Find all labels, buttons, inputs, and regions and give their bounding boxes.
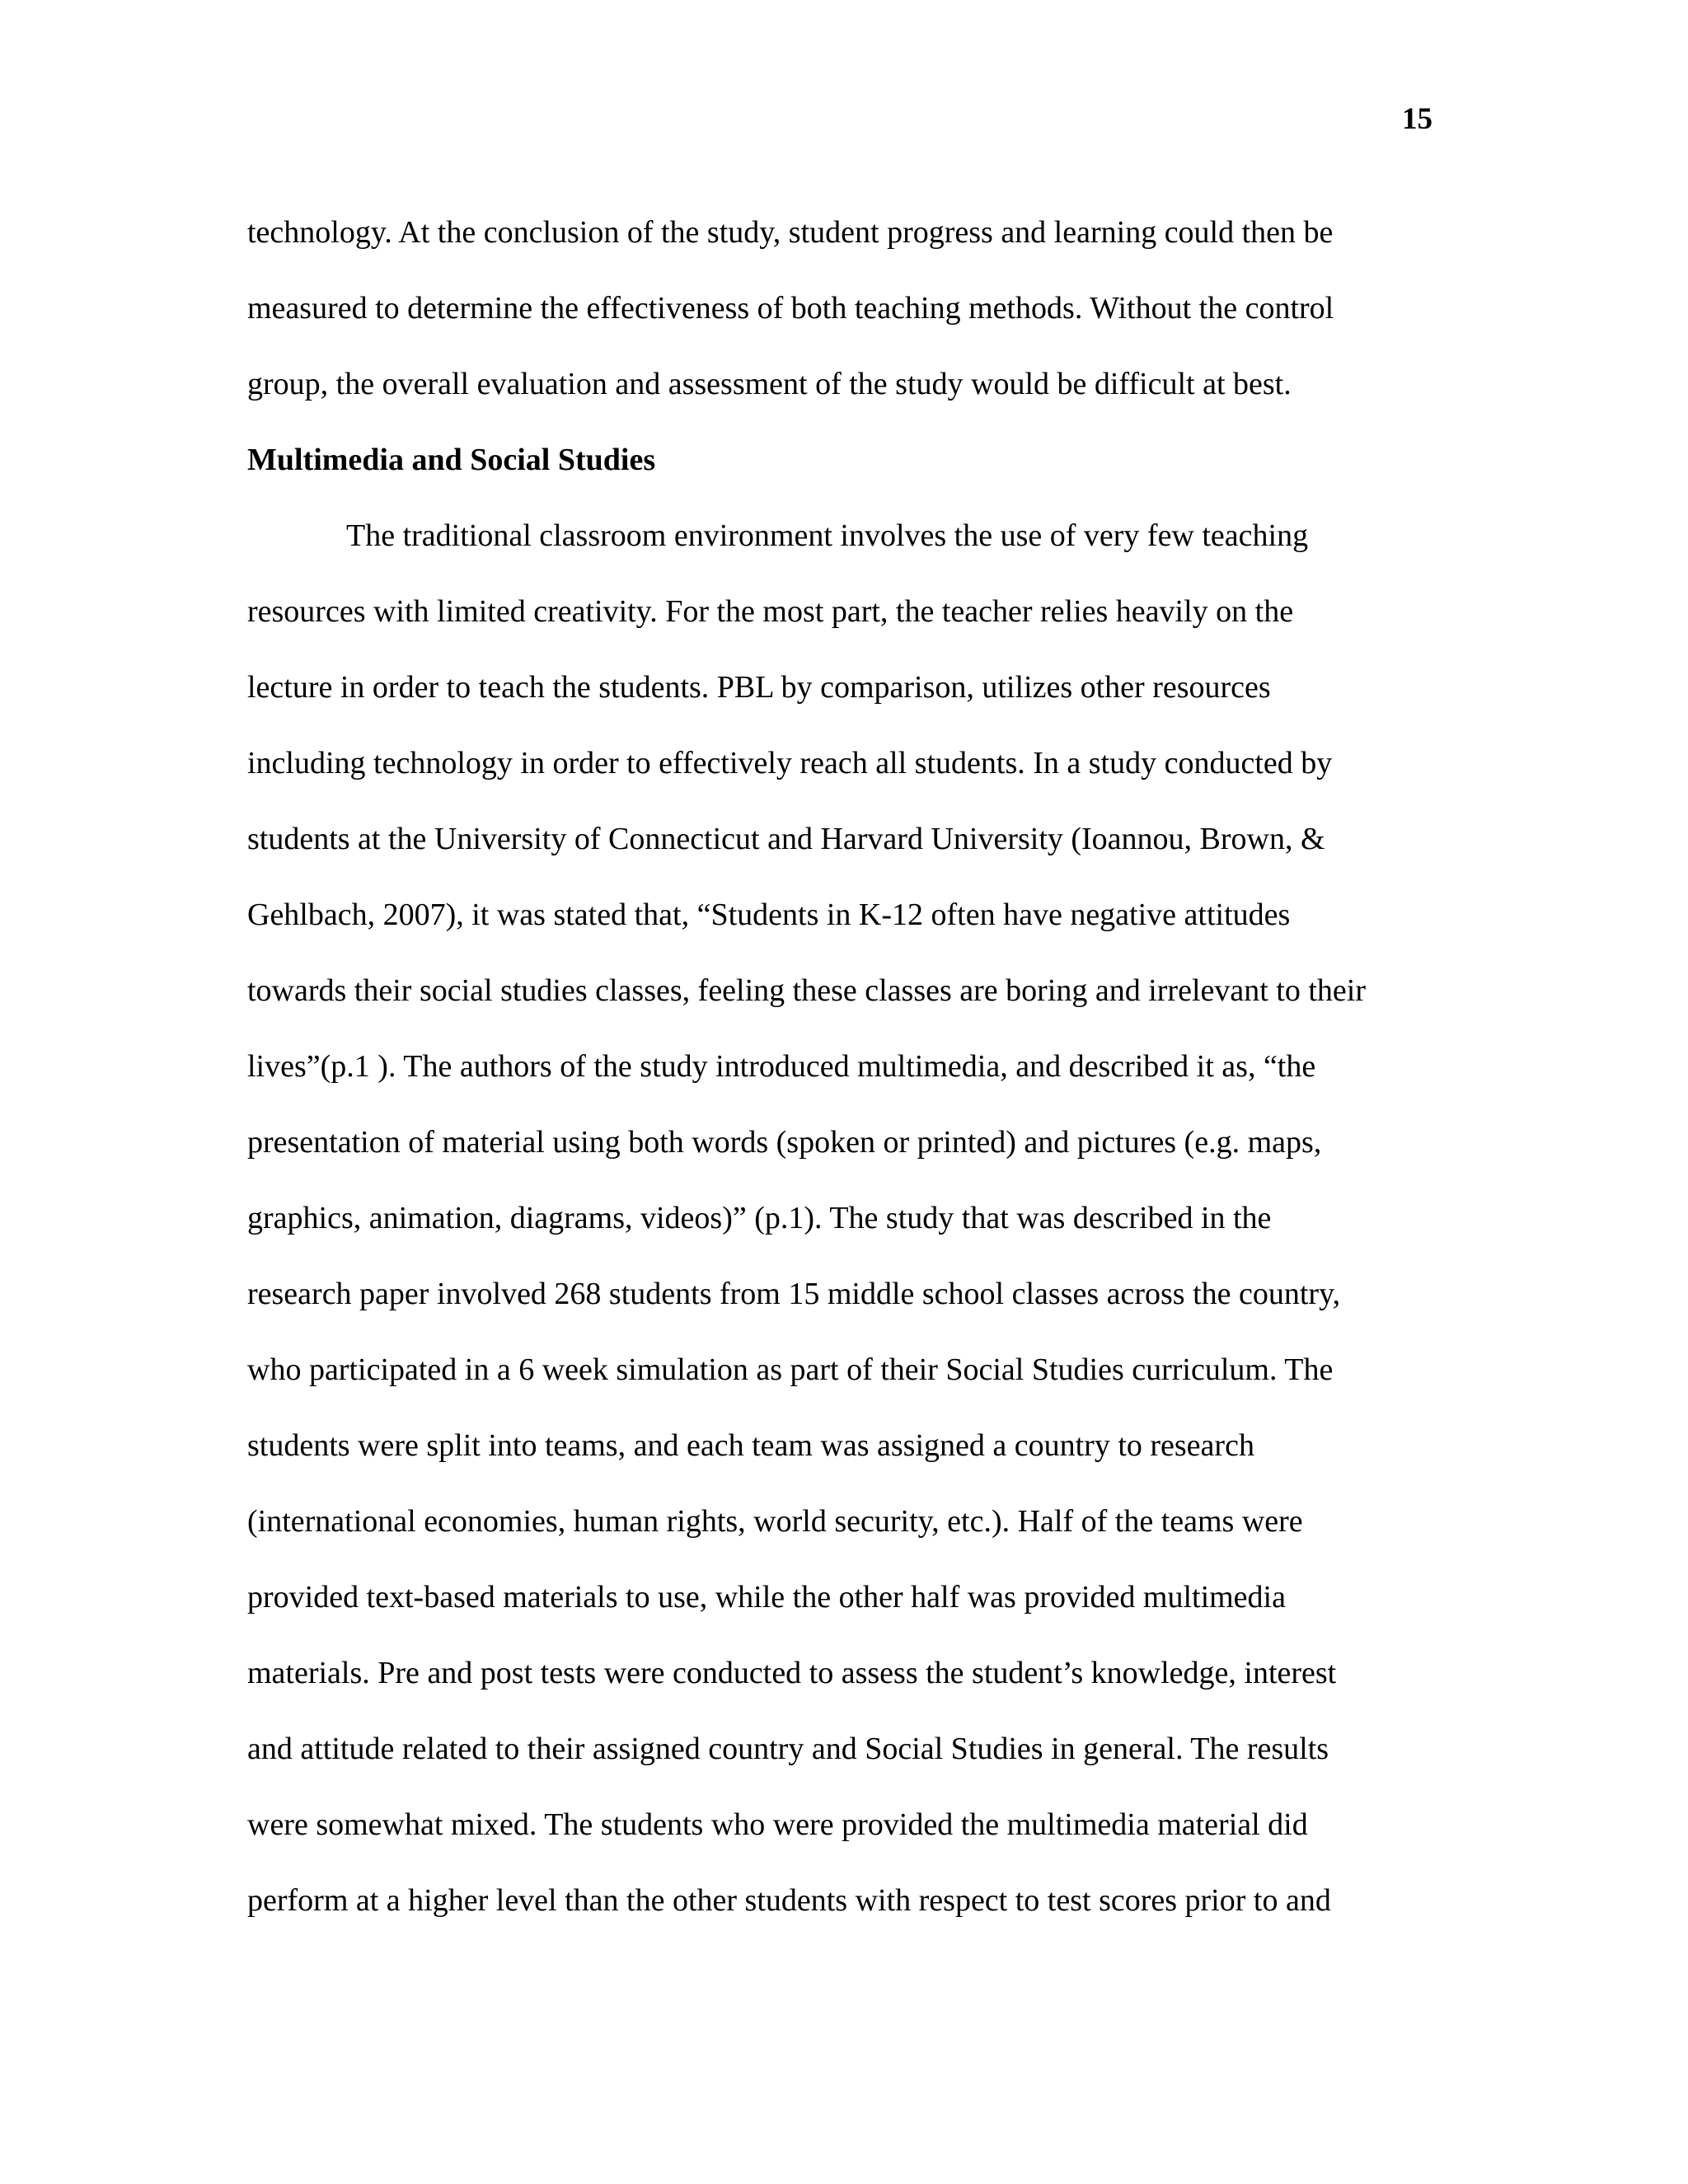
- text-line: research paper involved 268 students from 15 middle school classes across the country,: [247, 1277, 1341, 1311]
- text-line: students were split into teams, and each team was assigned a country to research: [247, 1428, 1254, 1463]
- text-line: group, the overall evaluation and assessment of the study would be difficult at best.: [247, 367, 1292, 401]
- text-line: resources with limited creativity. For the most part, the teacher relies heavily on the: [247, 594, 1294, 629]
- text-line: provided text-based materials to use, while the other half was provided multimedia: [247, 1580, 1286, 1615]
- text-line: Gehlbach, 2007), it was stated that, “Students in K-12 often have negative attitudes: [247, 898, 1291, 932]
- text-line: perform at a higher level than the other students with respect to test scores prior to and: [247, 1883, 1331, 1918]
- text-line: lives”(p.1 ). The authors of the study introduced multimedia, and described it as, “the: [247, 1049, 1316, 1084]
- text-line: towards their social studies classes, feeling these classes are boring and irrelevant to their: [247, 973, 1366, 1008]
- text-line: The traditional classroom environment involves the use of very few teaching: [346, 518, 1309, 553]
- body-text: [247, 194, 1467, 1938]
- text-line: and attitude related to their assigned country and Social Studies in general. The results: [247, 1732, 1329, 1766]
- text-line: technology. At the conclusion of the study, student progress and learning could then be: [247, 215, 1334, 250]
- text-line: measured to determine the effectiveness of both teaching methods. Without the control: [247, 291, 1334, 326]
- text-line: were somewhat mixed. The students who were provided the multimedia material did: [247, 1807, 1308, 1842]
- text-line: (international economies, human rights, world security, etc.). Half of the teams were: [247, 1504, 1303, 1539]
- text-line: materials. Pre and post tests were conducted to assess the student’s knowledge, interest: [247, 1656, 1337, 1690]
- text-line: students at the University of Connecticut and Harvard University (Ioannou, Brown, &: [247, 822, 1325, 856]
- section-heading: Multimedia and Social Studies: [247, 443, 656, 477]
- text-line: lecture in order to teach the students. PBL by comparison, utilizes other resources: [247, 670, 1271, 705]
- text-line: including technology in order to effectively reach all students. In a study conducted by: [247, 746, 1333, 780]
- text-line: presentation of material using both words (spoken or printed) and pictures (e.g. maps,: [247, 1125, 1322, 1160]
- text-line: graphics, animation, diagrams, videos)” (p.1). The study that was described in the: [247, 1201, 1272, 1235]
- page-number: 15: [1402, 102, 1432, 136]
- text-line: who participated in a 6 week simulation as part of their Social Studies curriculum. The: [247, 1352, 1334, 1387]
